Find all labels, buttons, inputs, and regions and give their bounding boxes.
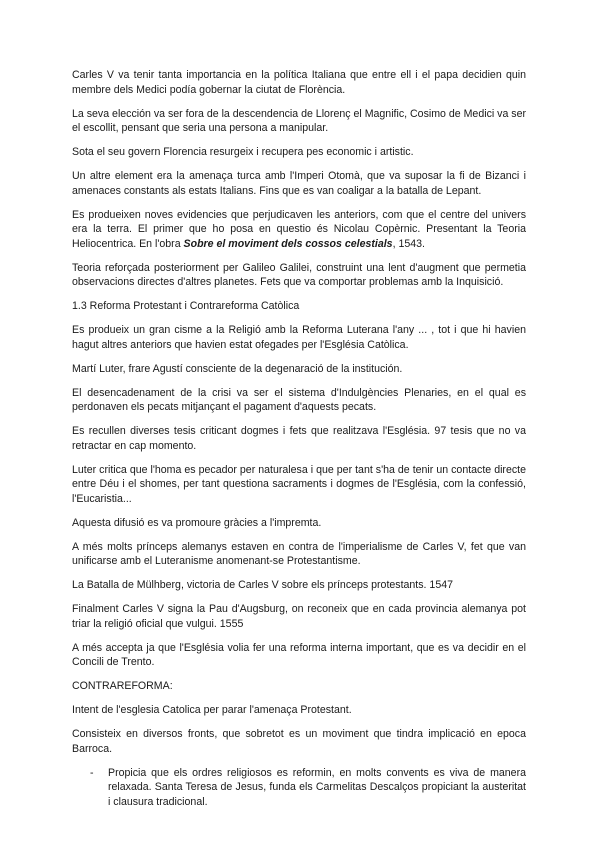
section-heading-contrareforma: CONTRAREFORMA: <box>72 680 173 692</box>
paragraph-impremta: Aquesta difusió es va promoure gràcies a l'impremta. <box>72 516 322 529</box>
copernic-text-start: Es produeixen noves evidencies que perjudicaven les anteriors, com que el centre del univers era la terra. El primer que ho posa en questio és Nicolau Copèrnic. Presentant la Teoria Heliocentrica. En l'obra <box>72 208 526 250</box>
document-page <box>72 68 526 819</box>
section-heading-reforma: 1.3 Reforma Protestant i Contrareforma Catòlica <box>72 300 300 312</box>
paragraph-fronts: Consisteix en diversos fronts, que sobretot es un moviment que tindra implicació en epoca Barroca. <box>72 728 526 755</box>
copernic-book-title: Sobre el moviment dels cossos celestials <box>183 237 393 250</box>
paragraph-marti-luter: Martí Luter, frare Agustí consciente de la degenaració de la institución. <box>72 362 403 375</box>
paragraph-mulhberg: La Batalla de Mülhberg, victoria de Carles V sobre els prínceps protestants. 1547 <box>72 579 453 591</box>
paragraph-luter-critica: Luter critica que l'homa es pecador per naturalesa i que per tant s'ha de tenir un contacte directe entre Déu i el shomes, per tant questiona sacraments i dogmes de l'Església, com la confessió, l'Eucaristia... <box>72 463 526 505</box>
paragraph-carles-v-italia: Carles V va tenir tanta importancia en la política Italiana que entre ell i el papa decidien quin membre dels Medici podía gobernar la ciutat de Florència. <box>72 69 526 96</box>
copernic-text-end: , 1543. <box>392 237 425 250</box>
bullet-item-text: Propicia que els ordres religiosos es reformin, en molts convents es viva de manera relaxada. Santa Teresa de Jesus, funda els Carmelitas Descalços propiciant la austeritat i clausura tradicional. <box>108 766 526 808</box>
paragraph-augsburg: Finalment Carles V signa la Pau d'Augsburg, on reconeix que en cada provincia alemanya pot triar la religió oficial que vulgui. 1555 <box>72 603 526 630</box>
paragraph-florencia: Sota el seu govern Florencia resurgeix i recupera pes economic i artistic. <box>72 146 414 158</box>
bullet-item-ordres-religiosos <box>72 766 526 810</box>
paragraph-amenaca-turca: Un altre element era la amenaça turca amb l'Imperi Otomà, que va suposar la fi de Bizanci i amenaces constants als estats Italians. Fins que es van coaligar a la batalla de Lepant. <box>72 170 526 197</box>
paragraph-cosimo-medici: La seva elección va ser fora de la descendencia de Llorenç el Magnific, Cosimo de Medici va ser el escollit, pensant que seria una persona a manipular. <box>72 107 527 134</box>
paragraph-galileo: Teoria reforçada posteriorment per Galileo Galilei, construint una lent d'augment que permetia observacions directes d'altres planetes. Fets que va comportar problemas amb la Inquisició. <box>72 261 526 288</box>
paragraph-intent: Intent de l'esglesia Catolica per parar l'amenaça Protestant. <box>72 704 352 716</box>
paragraph-tesis: Es recullen diverses tesis criticant dogmes i fets que realitzava l'Església. 97 tesis que no va retractar en cap momento. <box>72 425 526 452</box>
paragraph-copernic <box>72 208 526 252</box>
paragraph-indulgencies: El desencadenament de la crisi va ser el sistema d'Indulgències Plenaries, en el qual es perdonaven els pecats mitjançant el pagament d'aquests pecats. <box>72 386 526 413</box>
paragraph-princeps: A més molts prínceps alemanys estaven en contra de l'imperialisme de Carles V, fet que van unificarse amb el Luteranisme anomenant-se Protestantisme. <box>72 540 526 567</box>
paragraph-cisme: Es produeix un gran cisme a la Religió amb la Reforma Luterana l'any ... , tot i que hi havien hagut altres anteriors que havien estat ofegades per l'Església Catòlica. <box>72 324 526 351</box>
paragraph-trento: A més accepta ja que l'Església volia fer una reforma interna important, que es va decidir en el Concili de Trento. <box>72 641 526 668</box>
bullet-dash-icon: - <box>90 766 94 779</box>
